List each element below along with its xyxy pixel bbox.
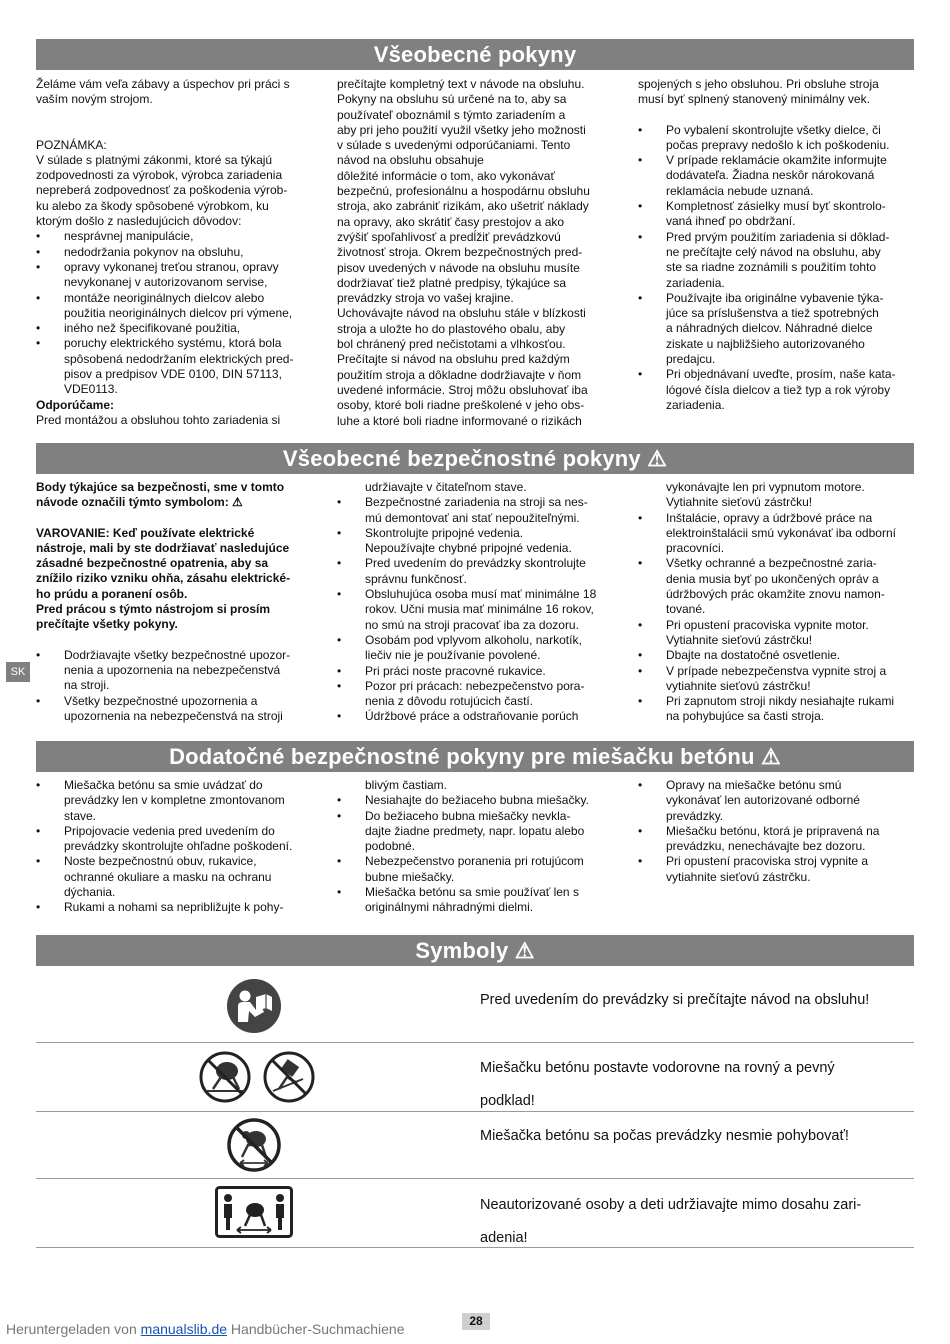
text-line: stroja, ako zabrániť rizikám, ako ušetriť náklady [337,199,589,214]
bullet-list [36,648,311,724]
list-item-line: • Pred prvým použitím zariadenia si dôklad- [666,229,890,244]
list-item [337,709,612,724]
list-item-line: dýchania. [64,885,116,900]
list-item-line: • iného než špecifikované použitia, [64,321,241,336]
column-3 [638,77,913,429]
list-item [36,854,311,900]
list-item [638,511,913,557]
list-item-line: • Pri zapnutom stroji nikdy nesiahajte rukami [666,694,895,709]
text-line: ku alebo za škody spôsobené výrobkom, ku [36,198,269,213]
list-item [36,778,311,824]
list-item: vykonávajte len pri vypnutom motore. [666,480,865,494]
text-line: zodpovednosti za výrobok, výrobca zariadenia [36,168,283,183]
list-item-line: vaná ihneď po obdržaní. [666,214,796,229]
text-line: nástroje, mali by ste dodržiavať nasledujúce [36,540,290,555]
list-item-line: údržbových prác okamžite znovu namon- [666,587,885,602]
language-tab: SK [6,662,30,682]
list-item-line: lógové čísla dielcov a tiež typ a rok výroby [666,382,891,397]
intro-line: vaším novým strojom. [36,92,153,107]
list-item-line: mú demontovať ani stať nepoužiteľnými. [365,510,580,525]
list-item [36,900,311,915]
list-item-line: • Nesiahajte do bežiaceho bubna miešačky. [365,793,589,808]
list-item [337,526,612,557]
text-line: zásadné bezpečnostné opatrenia, aby sa [36,556,269,571]
list-item-line: • Po vybalení skontrolujte všetky dielce, či [666,122,881,137]
list-item [638,153,913,199]
list-item-line: prevádzky len v kompletne zmontovanom [64,793,285,808]
footer-link[interactable]: manualslib.de [140,1321,228,1337]
list-item-line: VDE0113. [64,382,118,397]
text-line: aby pri jeho použití využil všetky jeho možnosti [337,122,586,137]
list-item: Vytiahnite sieťovú zástrčku! [666,495,813,510]
read-manual-icon [226,978,282,1039]
list-item [36,648,311,694]
text-line: nepreberá zodpovednosť za poškodenia výrob- [36,183,288,198]
no-moving-icon [226,1117,282,1178]
list-item-line: originálnymi náhradnými dielmi. [365,900,534,915]
symbol-text [480,1112,849,1160]
list-item-line: vytiahnite sieťovú zástrčku! [666,678,811,693]
note-title: POZNÁMKA: [36,137,107,152]
list-item-line: použitia neoriginálnych dielcov pri výmene, [64,305,293,320]
text-line: podklad! [480,1093,535,1109]
text-line: adenia! [480,1230,528,1246]
list-item-line: • Dodržiavajte všetky bezpečnostné upozor- [64,647,291,662]
list-item-line: • Miešačku betónu, ktorá je pripravená na [666,823,880,838]
list-item-line: predajcu. [666,352,716,367]
list-item-line: prevádzky skontrolujte ohľadne poškodení. [64,839,293,854]
list-item [337,587,612,633]
list-item-line: • Rukami a nohami sa nepribližujte k pohy- [64,900,284,915]
text-line: návode označili týmto symbolom: ⚠ [36,495,243,510]
list-item-line: nenia a upozornenia na nebezpečenstvá [64,662,281,677]
list-item-line: ne prečítajte celý návod na obsluhu, aby [666,244,881,259]
list-item-line: ste sa riadne zoznámili s použitím tohto [666,260,877,275]
section-safety-body [36,480,914,725]
list-item [638,694,913,725]
list-item-line: bubne miešačky. [365,869,455,884]
list-item [36,694,311,725]
list-item-line: • Údržbové práce a odstraňovanie porúch [365,709,579,724]
list-item [337,885,612,916]
list-item-line: • Dbajte na dostatočné osvetlenie. [666,648,841,663]
text-line: na opravy, ako skrátiť časy prestojov a ako [337,214,565,229]
footer-prefix: Heruntergeladen von [6,1321,141,1337]
list-item-line: počas prepravy nedošlo k ich poškodeniu. [666,137,890,152]
list-item-line: vykonávať len autorizované odborné [666,793,860,808]
list-item-line: dajte žiadne predmety, napr. lopatu alebo [365,823,585,838]
list-item-line: • Všetky bezpečnostné upozornenia a [64,693,258,708]
recommendation-title: Odporúčame: [36,397,115,412]
section-general-body [36,77,914,429]
section-mixer-body [36,778,914,916]
footer-suffix: Handbücher-Suchmachiene [227,1321,405,1337]
list-item-line: tované. [666,602,706,617]
list-item [337,664,612,679]
list-item [638,854,913,885]
column-3 [638,778,913,916]
list-item-line: • Do bežiaceho bubna miešačky nevkla- [365,808,571,823]
list-item-line: • V prípade nebezpečenstva vypnite stroj a [666,663,887,678]
text-line: VAROVANIE: Keď používate elektrické [36,525,255,540]
list-item-line: • Miešačka betónu sa smie používať len s [365,885,579,900]
text-line: osoby, ktoré boli riadne preškolené v jeho obs- [337,398,585,413]
list-item-line: • Pri opustení pracoviska vypnite motor. [666,617,869,632]
text-line: ktorým došlo z nasledujúcich dôvodov: [36,214,242,229]
symbol-row [36,1111,914,1179]
text-line: pisov uvedených v návode na obsluhu musíte [337,260,580,275]
list-item-line: spôsobená nedodržaním elektrických pred- [64,351,294,366]
column-1 [36,77,311,429]
list-item-line: stave. [64,808,97,823]
text-line: dodržiavať tiež platné predpisy, týkajúce sa [337,275,567,290]
list-item-line: • Pri práci noste pracovné rukavice. [365,663,546,678]
list-item [36,291,311,322]
list-item-line: ochranné okuliare a masku na ochranu [64,869,272,884]
text-line: bol chránený pred nečistotami a vlhkosťou. [337,337,566,352]
text-line: Pokyny na obsluhu sú určené na to, aby sa [337,92,567,107]
recommendation-text: Pred montážou a obsluhou tohto zariadenia si [36,412,281,427]
list-item [638,778,913,824]
list-item-line: správnu funkčnosť. [365,571,467,586]
list-item [638,123,913,154]
list-item-line: reklamácia nebude uznaná. [666,183,814,198]
list-item-line: • Pozor pri prácach: nebezpečenstvo pora- [365,678,585,693]
list-item-line: pracovníci. [666,541,725,556]
text-line: životnosť stroja. Okrem bezpečnostných pred- [337,245,583,260]
list-item [337,809,612,855]
list-item-line: no smú na stroji pracovať iba za dozoru. [365,617,579,632]
level-ground-icon [199,1051,317,1108]
list-item-line: vytiahnite sieťovú zástrčku. [666,869,811,884]
list-item-line: • Pred uvedením do prevádzky skontrolujte [365,556,586,571]
section-title-safety: Všeobecné bezpečnostné pokyny ⚠ [36,443,914,474]
list-item-line: podobné. [365,839,416,854]
bullet-list [36,778,311,916]
list-item-line: • Pri objednávaní uveďte, prosím, naše kata- [666,367,896,382]
list-item-line: • Opravy na miešačke betónu smú [666,778,842,792]
text-line: znížilo riziko vzniku ohňa, zásahu elektrické- [36,571,291,586]
text-line: prevádzky stroja vo vašej krajine. [337,291,514,306]
list-item-line: • Noste bezpečnostnú obuv, rukavice, [64,854,257,869]
symbol-text [480,1181,861,1263]
text-line: v súlade s uvedenými odporúčaniami. Tento [337,138,571,153]
list-item-line: na pohybujúce sa časti stroja. [666,709,825,724]
intro-line: Želáme vám veľa zábavy a úspechov pri práci s [36,77,290,91]
list-item [337,793,612,808]
text-line: Neautorizované osoby a deti udržiavajte mimo dosahu zari- [480,1196,862,1213]
symbol-row [36,967,914,1043]
list-item [36,824,311,855]
bullet-list [638,123,913,414]
list-item [337,633,612,664]
bullet-list [337,480,612,725]
text-line: V súlade s platnými zákonmi, ktoré sa týkajú [36,152,273,167]
list-item-line: • Miešačka betónu sa smie uvádzať do [64,778,263,792]
list-item-line: • Obsluhujúca osoba musí mať minimálne 18 [365,587,597,602]
text-line: dôležité informácie o tom, ako vykonávať [337,168,555,183]
text-line: bezpečnú, profesionálnu a hospodárnu obsluhu [337,184,590,199]
list-item-line: zariadenia. [666,275,725,290]
text-line: Miešačku betónu postavte vodorovne na rovný a pevný [480,1059,835,1076]
list-item-line: • V prípade reklamácie okamžite informujte [666,153,887,168]
text-line: ho prúdu a poranení osôb. [36,586,188,601]
text-line: Pred uvedením do prevádzky si prečítajte návod na obsluhu! [480,991,870,1008]
list-item-line: zariadenia. [666,397,725,412]
column-1 [36,480,311,725]
list-item-line: • Inštalácie, opravy a údržbové práce na [666,510,873,525]
list-item-line: • Nebezpečenstvo poranenia pri rotujúcom [365,854,584,869]
column-2 [337,77,612,429]
text-line: Miešačka betónu sa počas prevádzky nesmie pohybovať! [480,1127,849,1144]
list-item [638,664,913,695]
section-title-mixer-safety: Dodatočné bezpečnostné pokyny pre miešačku betónu ⚠ [36,741,914,772]
list-item [337,854,612,885]
list-item-line: Nepoužívajte chybné pripojné vedenia. [365,541,572,556]
list-item-line: • Používajte iba originálne vybavenie týka- [666,290,884,305]
list-item [337,679,612,710]
list-item-line: dodávateľa. Žiadna neskôr nárokovaná [666,168,875,183]
list-item-line: • Skontrolujte pripojné vedenia. [365,525,524,540]
list-item-line: júce sa príslušenstva a tiež spotrebných [666,306,879,321]
list-item [638,291,913,367]
column-2 [337,480,612,725]
symbol-text [480,976,869,1024]
list-item-line: prevádzky. [666,808,724,823]
list-item-line: ziskate u najbližšieho autorizovaného [666,336,865,351]
list-item-line: • Kompletnosť zásielky musí byť skontrolo- [666,199,886,214]
text-line: uvedené informácie. Stroj môžu obsluhovať iba [337,382,588,397]
list-item [36,260,311,291]
list-item-line: upozornenia na nebezpečenstvá na stroji [64,708,283,723]
list-item [638,230,913,291]
list-item [638,367,913,413]
list-item-line: rokov. Učni musia mať minimálne 16 rokov, [365,602,594,617]
list-item-line: • opravy vykonanej treťou stranou, opravy [64,259,279,274]
list-item-line: nevykonanej v autorizovanom servise, [64,275,268,290]
text-line: používateľ oboznámil s týmto zariadením a [337,107,566,122]
text-line: použitím stroja a dôkladne dodržiavajte v ňom [337,367,582,382]
bullet-list [638,778,913,885]
text-line: Pred prácou s týmto nástrojom si prosím [36,602,271,617]
list-item-line: • Pri opustení pracoviska stroj vypnite a [666,854,869,869]
text-line: prečítajte kompletný text v návode na obsluhu. [337,77,585,91]
list-item [638,618,913,649]
list-item: blivým častiam. [365,778,448,792]
footer [6,1321,405,1337]
text-line: Uchovávajte návod na obsluhu stále v blízkosti [337,306,586,321]
bullet-list [36,229,311,397]
list-item-line: nenia z dôvodu rotujúcich častí. [365,694,534,709]
list-item-line: pisov a predpisov VDE 0100, DIN 57113, [64,367,282,382]
list-item-line: • Osobám pod vplyvom alkoholu, narkotík, [365,632,582,647]
text-line: Body týkajúce sa bezpečnosti, sme v tomto [36,480,285,494]
text-line: spojených s jeho obsluhou. Pri obsluhe stroja [638,77,879,91]
list-item-line: • Pripojovacie vedenia pred uvedením do [64,823,275,838]
text-line: prečítajte všetky pokyny. [36,617,178,632]
text-line: stroja a uložte ho do plastového obalu, aby [337,321,566,336]
list-item-line: • nesprávnej manipulácie, [64,229,194,244]
list-item-line: • Bezpečnostné zariadenia na stroji sa nes- [365,495,588,510]
keep-away-icon [215,1186,293,1243]
column-2 [337,778,612,916]
list-item-line: prevádzku, nenechávajte bez dozoru. [666,839,866,854]
list-item [337,556,612,587]
text-line: zvýšiť spoľahlivosť a predĺžiť prevádzkovú [337,229,561,244]
list-item [638,648,913,663]
list-item [337,495,612,526]
list-item-line: a náhradných dielcov. Náhradné dielce [666,321,873,336]
list-item [638,556,913,617]
list-item [36,336,311,397]
section-title-general: Všeobecné pokyny [36,39,914,70]
list-item [36,321,311,336]
list-item-line: • nedodržania pokynov na obsluhu, [64,244,244,259]
list-item-line: • Všetky ochranné a bezpečnostné zaria- [666,556,877,571]
list-item [638,199,913,230]
page-number: 28 [462,1313,490,1330]
bullet-list [337,778,612,916]
bullet-list [638,480,913,725]
section-title-symbols: Symboly ⚠ [36,935,914,966]
column-3 [638,480,913,725]
list-item-line: Vytiahnite sieťovú zástrčku! [666,632,813,647]
list-item-line: • poruchy elektrického systému, ktorá bola [64,336,282,351]
symbol-row [36,1178,914,1248]
list-item [36,229,311,244]
list-item-line: na stroji. [64,678,110,693]
symbol-row [36,1042,914,1112]
list-item [638,824,913,855]
column-1 [36,778,311,916]
list-item-line: • montáže neoriginálnych dielcov alebo [64,290,265,305]
list-item: udržiavajte v čitateľnom stave. [365,480,527,494]
text-line: Prečítajte si návod na obsluhu pred každým [337,352,570,367]
text-line: musí byť splnený stanovený minimálny vek. [638,92,870,107]
list-item-line: elektroinštalácii smú vykonávať iba odborní [666,525,896,540]
list-item [36,245,311,260]
list-item-line: denia musia byť po ukončených opráv a [666,571,879,586]
text-line: návod na obsluhu obsahuje [337,153,484,168]
list-item-line: liečiv nie je používanie povolené. [365,648,541,663]
text-line: luhe a ktoré boli riadne informované o rizikách [337,413,582,428]
